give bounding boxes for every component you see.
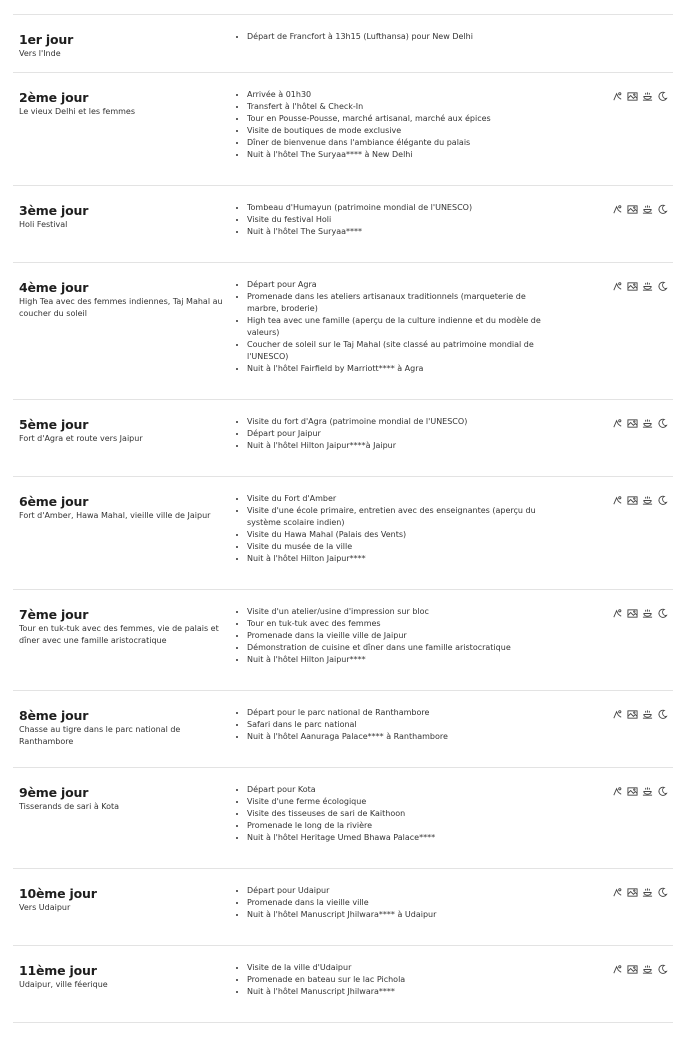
night-icon: [657, 91, 668, 102]
activity-item: • Nuit à l'hôtel The Suryaa**** à New Delhi: [247, 149, 557, 161]
activity-icon: [612, 418, 623, 429]
activity-item: • Démonstration de cuisine et dîner dans une famille aristocratique: [247, 642, 557, 654]
day-row: [13, 263, 673, 400]
activity-item: • Promenade dans la vieille ville: [247, 897, 557, 909]
activity-item: • Dîner de bienvenue dans l'ambiance élégante du palais: [247, 137, 557, 149]
activity-item: • Départ pour Jaipur: [247, 428, 557, 440]
sightseeing-icon: [627, 418, 638, 429]
day-row: [13, 73, 673, 186]
day-subtitle: Le vieux Delhi et les femmes: [19, 107, 136, 116]
sightseeing-icon: [627, 495, 638, 506]
sightseeing-icon: [627, 786, 638, 797]
sightseeing-icon: [627, 204, 638, 215]
activity-item: • Visite d'une ferme écologique: [247, 796, 557, 808]
day-icons: [612, 418, 668, 429]
activity-item: • Départ pour Udaipur: [247, 885, 557, 897]
activity-item: • Nuit à l'hôtel The Suryaa****: [247, 226, 557, 238]
day-title: 11ème jour: [19, 963, 97, 978]
meal-icon: [642, 887, 653, 898]
day-header: [19, 786, 229, 813]
activity-item: • Nuit à l'hôtel Aanuraga Palace**** à Ranthambore: [247, 731, 557, 743]
activity-item: • Nuit à l'hôtel Fairfield by Marriott**** à Agra: [247, 363, 557, 375]
activity-item: • Transfert à l'hôtel & Check-In: [247, 101, 557, 113]
activity-item: • Visite d'une école primaire, entretien avec des enseignantes (aperçu du système scolaire indien): [247, 505, 557, 529]
day-subtitle: Tour en tuk-tuk avec des femmes, vie de palais et dîner avec une famille aristocratique: [19, 624, 219, 645]
day-title: 5ème jour: [19, 417, 89, 432]
sightseeing-icon: [627, 964, 638, 975]
day-row: [13, 15, 673, 73]
activity-icon: [612, 786, 623, 797]
day-title: 8ème jour: [19, 708, 89, 723]
day-title: 9ème jour: [19, 785, 89, 800]
activity-icon: [612, 608, 623, 619]
activity-item: • Tombeau d'Humayun (patrimoine mondial de l'UNESCO): [247, 202, 557, 214]
activity-item: • Safari dans le parc national: [247, 719, 557, 731]
activity-list: [235, 606, 557, 666]
day-icons: [612, 709, 668, 720]
activity-list: [235, 784, 557, 844]
meal-icon: [642, 608, 653, 619]
activity-item: • Visite du fort d'Agra (patrimoine mondial de l'UNESCO): [247, 416, 557, 428]
activity-item: • Tour en tuk-tuk avec des femmes: [247, 618, 557, 630]
day-header: [19, 709, 229, 748]
day-header: [19, 495, 229, 522]
itinerary-list: [13, 14, 673, 1023]
day-title: 6ème jour: [19, 494, 89, 509]
activity-list: [235, 962, 557, 998]
activity-list: [235, 493, 557, 565]
day-row: [13, 768, 673, 869]
activity-icon: [612, 887, 623, 898]
activity-item: • Promenade dans la vieille ville de Jaipur: [247, 630, 557, 642]
activity-item: • Visite de la ville d'Udaipur: [247, 962, 557, 974]
activity-item: • Nuit à l'hôtel Manuscript Jhilwara**** à Udaipur: [247, 909, 557, 921]
activity-icon: [612, 709, 623, 720]
activity-item: • Départ pour Kota: [247, 784, 557, 796]
activity-icon: [612, 964, 623, 975]
day-title: 7ème jour: [19, 607, 89, 622]
night-icon: [657, 418, 668, 429]
day-header: [19, 204, 229, 231]
day-row: [13, 946, 673, 1023]
activity-item: • Départ pour le parc national de Ranthambore: [247, 707, 557, 719]
sightseeing-icon: [627, 91, 638, 102]
day-row: [13, 186, 673, 263]
day-icons: [612, 964, 668, 975]
day-subtitle: Holi Festival: [19, 220, 68, 229]
day-subtitle: Chasse au tigre dans le parc national de Ranthambore: [19, 725, 181, 746]
activity-item: • Nuit à l'hôtel Heritage Umed Bhawa Palace****: [247, 832, 557, 844]
day-icons: [612, 204, 668, 215]
meal-icon: [642, 204, 653, 215]
activity-list: [235, 31, 557, 43]
activity-icon: [612, 91, 623, 102]
activity-item: • Visite du musée de la ville: [247, 541, 557, 553]
day-header: [19, 608, 229, 647]
activity-item: • Départ pour Agra: [247, 279, 557, 291]
day-row: [13, 869, 673, 946]
activity-list: [235, 89, 557, 161]
activity-item: • Nuit à l'hôtel Hilton Jaipur****: [247, 654, 557, 666]
day-icons: [612, 608, 668, 619]
day-subtitle: Tisserands de sari à Kota: [19, 802, 120, 811]
activity-list: [235, 416, 557, 452]
activity-icon: [612, 281, 623, 292]
meal-icon: [642, 418, 653, 429]
day-header: [19, 418, 229, 445]
activity-item: • Visite d'un atelier/usine d'impression sur bloc: [247, 606, 557, 618]
activity-item: • Nuit à l'hôtel Manuscript Jhilwara****: [247, 986, 557, 998]
day-subtitle: Fort d'Amber, Hawa Mahal, vieille ville de Jaipur: [19, 511, 211, 520]
activity-item: • Visite du Hawa Mahal (Palais des Vents): [247, 529, 557, 541]
day-title: 10ème jour: [19, 886, 97, 901]
day-icons: [612, 281, 668, 292]
night-icon: [657, 608, 668, 619]
meal-icon: [642, 786, 653, 797]
meal-icon: [642, 709, 653, 720]
day-row: [13, 691, 673, 768]
activity-item: • Tour en Pousse-Pousse, marché artisanal, marché aux épices: [247, 113, 557, 125]
meal-icon: [642, 495, 653, 506]
activity-item: • Coucher de soleil sur le Taj Mahal (site classé au patrimoine mondial de l'UNESCO): [247, 339, 557, 363]
day-row: [13, 400, 673, 477]
activity-item: • Promenade en bateau sur le lac Pichola: [247, 974, 557, 986]
day-title: 3ème jour: [19, 203, 89, 218]
night-icon: [657, 964, 668, 975]
activity-list: [235, 707, 557, 743]
day-title: 1er jour: [19, 32, 74, 47]
meal-icon: [642, 281, 653, 292]
activity-item: • Visite du Fort d'Amber: [247, 493, 557, 505]
activity-item: • Promenade dans les ateliers artisanaux traditionnels (marqueterie de marbre, broderie): [247, 291, 557, 315]
sightseeing-icon: [627, 608, 638, 619]
activity-item: • High tea avec une famille (aperçu de la culture indienne et du modèle de valeurs): [247, 315, 557, 339]
day-icons: [612, 786, 668, 797]
day-subtitle: Vers Udaipur: [19, 903, 71, 912]
day-header: [19, 33, 229, 60]
activity-item: • Visite de boutiques de mode exclusive: [247, 125, 557, 137]
night-icon: [657, 709, 668, 720]
night-icon: [657, 495, 668, 506]
sightseeing-icon: [627, 281, 638, 292]
day-header: [19, 91, 229, 118]
activity-list: [235, 885, 557, 921]
activity-icon: [612, 204, 623, 215]
activity-item: • Nuit à l'hôtel Hilton Jaipur****: [247, 553, 557, 565]
day-subtitle: Fort d'Agra et route vers Jaipur: [19, 434, 143, 443]
sightseeing-icon: [627, 887, 638, 898]
day-subtitle: Udaipur, ville féerique: [19, 980, 108, 989]
day-icons: [612, 91, 668, 102]
day-row: [13, 590, 673, 691]
night-icon: [657, 204, 668, 215]
day-subtitle: High Tea avec des femmes indiennes, Taj Mahal au coucher du soleil: [19, 297, 223, 318]
night-icon: [657, 281, 668, 292]
day-row: [13, 477, 673, 590]
day-title: 4ème jour: [19, 280, 89, 295]
day-header: [19, 964, 229, 991]
day-icons: [612, 495, 668, 506]
day-subtitle: Vers l'Inde: [19, 49, 61, 58]
day-icons: [612, 887, 668, 898]
activity-item: • Arrivée à 01h30: [247, 89, 557, 101]
activity-list: [235, 279, 557, 375]
activity-item: • Visite du festival Holi: [247, 214, 557, 226]
activity-item: • Visite des tisseuses de sari de Kaithoon: [247, 808, 557, 820]
activity-list: [235, 202, 557, 238]
activity-item: • Départ de Francfort à 13h15 (Lufthansa) pour New Delhi: [247, 31, 557, 43]
meal-icon: [642, 964, 653, 975]
day-title: 2ème jour: [19, 90, 89, 105]
day-header: [19, 281, 229, 320]
activity-item: • Nuit à l'hôtel Hilton Jaipur****à Jaipur: [247, 440, 557, 452]
activity-icon: [612, 495, 623, 506]
day-header: [19, 887, 229, 914]
night-icon: [657, 887, 668, 898]
activity-item: • Promenade le long de la rivière: [247, 820, 557, 832]
night-icon: [657, 786, 668, 797]
meal-icon: [642, 91, 653, 102]
sightseeing-icon: [627, 709, 638, 720]
